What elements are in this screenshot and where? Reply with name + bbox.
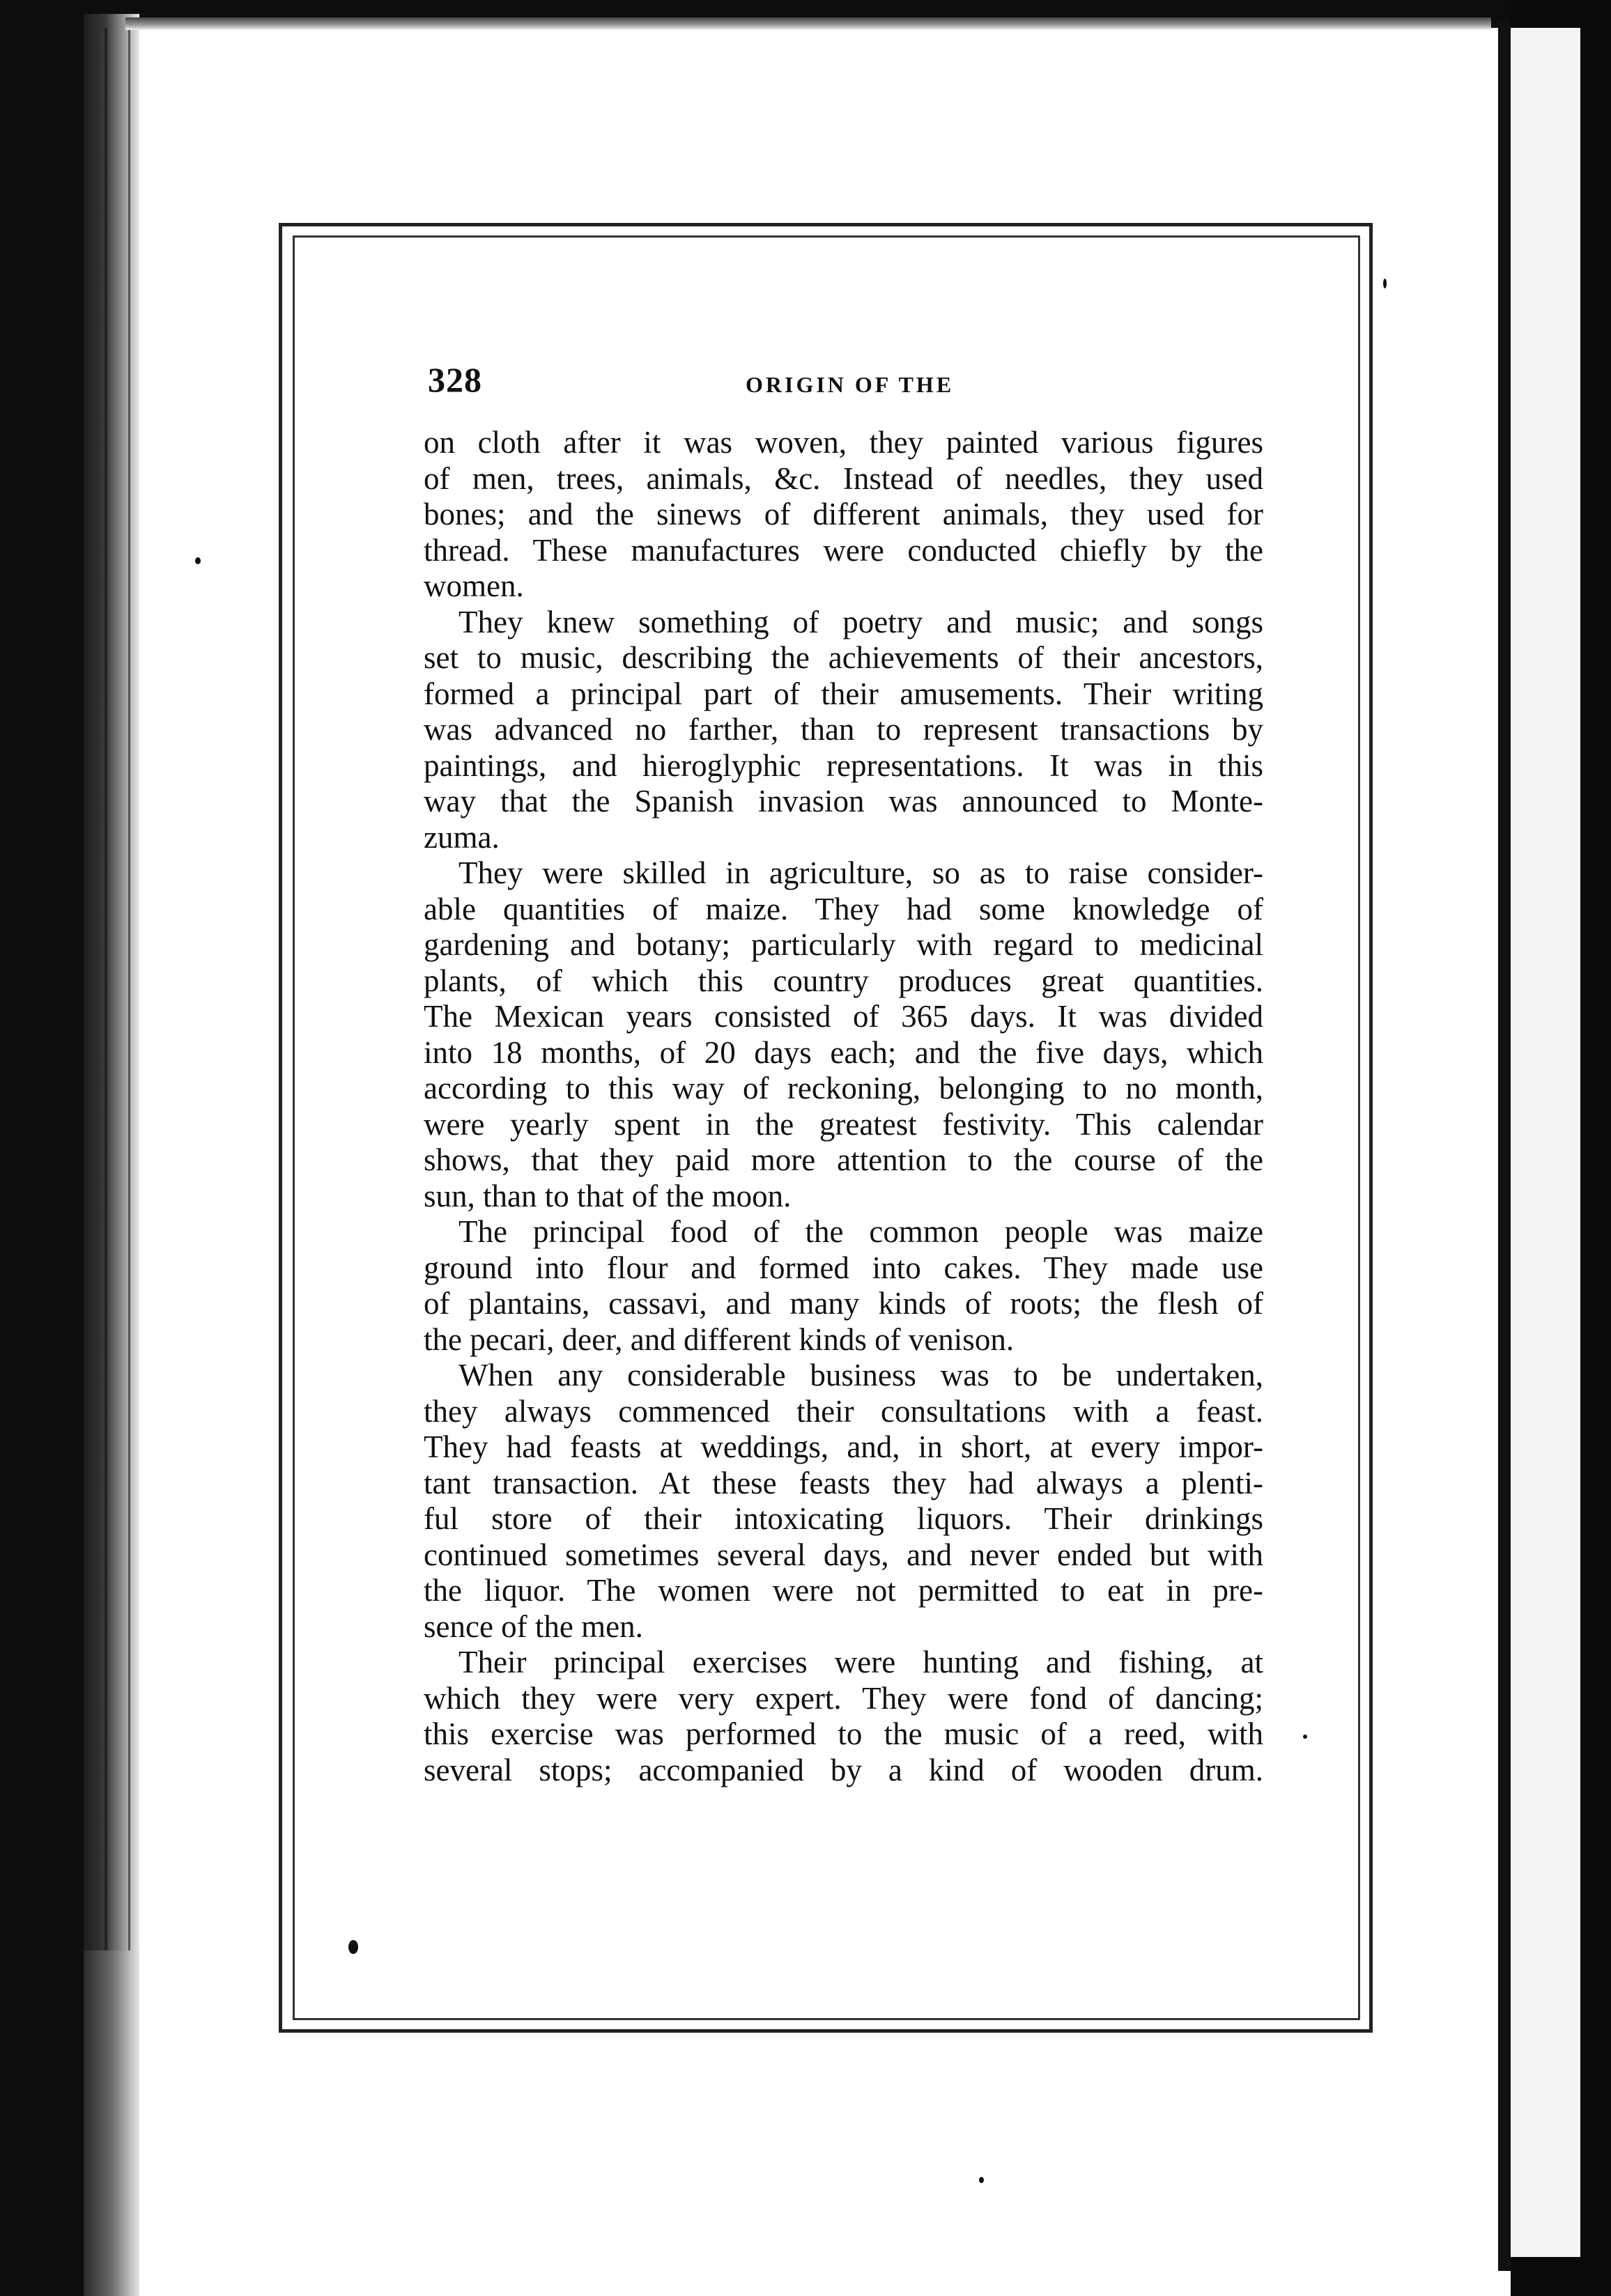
facing-page-strip <box>1511 28 1580 2257</box>
text-line: able quantities of maize. They had some knowledge of <box>424 891 1263 926</box>
page-stack-edges <box>105 28 130 1950</box>
paragraph-start: They knew something of poetry and music; and songs <box>458 604 1263 639</box>
text-line: into 18 months, of 20 days each; and the five days, which <box>424 1034 1263 1070</box>
text-line: ful store of their intoxicating liquors. Their drinkings <box>424 1501 1263 1536</box>
text-line: set to music, describing the achievements of their ancestors, <box>424 640 1263 675</box>
text-line: the liquor. The women were not permitted to eat in pre- <box>424 1573 1263 1608</box>
text-line: The Mexican years consisted of 365 days. It was divided <box>424 999 1263 1034</box>
text-line: was advanced no farther, than to represent transactions by <box>424 712 1263 747</box>
text-line: sence of the men. <box>424 1608 643 1644</box>
text-line: tant transaction. At these feasts they had always a plenti- <box>424 1465 1263 1500</box>
text-line: the pecari, deer, and different kinds of venison. <box>424 1321 1015 1357</box>
running-title: ORIGIN OF THE <box>746 372 955 397</box>
text-line: formed a principal part of their amusements. Their writing <box>424 676 1263 711</box>
page-shade-top <box>125 17 1491 30</box>
paragraph-start: When any considerable business was to be undertaken, <box>458 1358 1263 1393</box>
text-line: which they were very expert. They were fond of dancing; <box>424 1680 1263 1716</box>
text-line: this exercise was performed to the music of a reed, with <box>424 1716 1263 1751</box>
paragraph-start: They were skilled in agriculture, so as to raise consider- <box>458 855 1263 890</box>
text-line: on cloth after it was woven, they painted various figures <box>424 425 1263 460</box>
text-line: sun, than to that of the moon. <box>424 1178 792 1213</box>
text-line: they always commenced their consultations with a feast. <box>424 1393 1263 1429</box>
ink-speck <box>1303 1735 1307 1739</box>
text-line: were yearly spent in the greatest festivity. This calendar <box>424 1106 1263 1142</box>
text-line: bones; and the sinews of different animals, they used for <box>424 497 1263 532</box>
text-line: continued sometimes several days, and never ended but with <box>424 1537 1263 1572</box>
paragraph-start: The principal food of the common people was maize <box>458 1214 1263 1249</box>
text-line: women. <box>424 568 524 603</box>
body-text <box>424 425 1263 1788</box>
text-line: of plantains, cassavi, and many kinds of roots; the flesh of <box>424 1286 1263 1321</box>
paragraph-start: Their principal exercises were hunting and fishing, at <box>458 1645 1263 1680</box>
text-line: zuma. <box>424 819 500 855</box>
text-line: They had feasts at weddings, and, in short, at every impor- <box>424 1429 1263 1464</box>
text-line: shows, that they paid more attention to the course of the <box>424 1142 1263 1177</box>
ink-speck <box>348 1940 358 1954</box>
ink-speck <box>979 2177 984 2183</box>
scan-edge-right-line <box>1498 21 1511 2271</box>
text-line: several stops; accompanied by a kind of wooden drum. <box>424 1752 1263 1787</box>
text-line: ground into flour and formed into cakes. They made use <box>424 1250 1263 1285</box>
text-line: way that the Spanish invasion was announced to Monte- <box>424 784 1263 819</box>
text-line: thread. These manufactures were conducted chiefly by the <box>424 532 1263 568</box>
ink-speck <box>1383 279 1387 288</box>
text-line: paintings, and hieroglyphic representations. It was in this <box>424 747 1263 783</box>
book-gutter-bottom <box>84 1950 139 2296</box>
text-line: of men, trees, animals, &c. Instead of needles, they used <box>424 460 1263 496</box>
ink-speck <box>195 557 201 564</box>
text-line: according to this way of reckoning, belonging to no month, <box>424 1071 1263 1106</box>
page-number: 328 <box>428 360 482 399</box>
text-line: gardening and botany; particularly with regard to medicinal <box>424 927 1263 962</box>
text-line: plants, of which this country produces great quantities. <box>424 963 1263 998</box>
scan-edge-left <box>0 0 84 2296</box>
